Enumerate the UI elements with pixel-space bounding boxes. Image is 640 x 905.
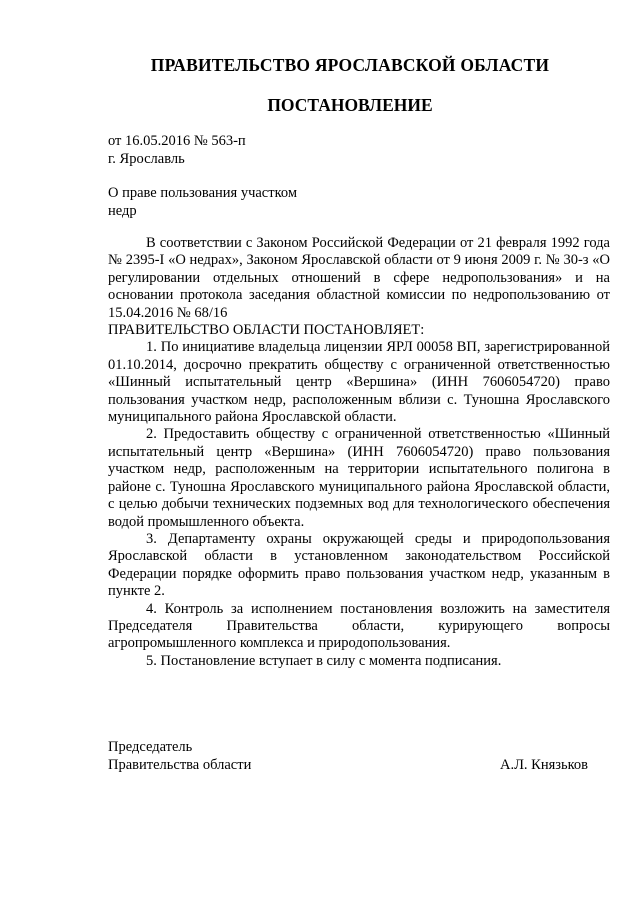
signature-title-1: Председатель [108, 739, 193, 755]
item-4: 4. Контроль за исполнением постановления возложить на заместителя Председателя Правительства области, курирующего вопросы агропромышленного комплекса и природопользования. [108, 600, 610, 652]
document-type: ПОСТАНОВЛЕНИЕ [267, 95, 433, 115]
subject-line-1: О праве пользования участком [108, 185, 298, 201]
signature-block [108, 738, 251, 774]
document-meta [108, 132, 246, 168]
signer-name: А.Л. Князьков [499, 757, 588, 773]
document-subject [108, 184, 297, 220]
subject-line-2: недр [108, 203, 137, 219]
city: г. Ярославль [108, 151, 185, 167]
document-body [108, 235, 610, 670]
item-2: 2. Предоставить обществу с ограниченной ответственностью «Шинный испытательный центр «Вершина» (ИНН 7606054720) право пользования участком недр, расположенным на территории испытательного полигона в районе с. Туношна Ярославского муниципального района Ярославской области, с целью добычи технических подземных вод для технологического обеспечения водой промышленного объекта. [108, 426, 610, 530]
signature-title-2: Правительства области [108, 757, 252, 773]
item-1: 1. По инициативе владельца лицензии ЯРЛ 00058 ВП, зарегистрированной 01.10.2014, досрочно прекратить обществу с ограниченной ответственностью «Шинный испытательный центр «Вершина» (ИНН 7606054720) право пользования участком недр, расположенным вблизи с. Туношна Ярославского муниципального района Ярославской области. [108, 339, 610, 426]
preamble: В соответствии с Законом Российской Федерации от 21 февраля 1992 года № 2395-I «О недрах», Законом Ярославской области от 9 июня 2009 г. № 30-з «О регулировании отдельных отношений в сфере недропользования» и на основании протокола заседания областной комиссии по недропользованию от 15.04.2016 № 68/16 [108, 235, 610, 321]
item-5: 5. Постановление вступает в силу с момента подписания. [146, 652, 502, 669]
item-3: 3. Департаменту охраны окружающей среды и природопользования Ярославской области в установленном законодательством Российской Федерации порядке оформить право пользования участком недр, указанным в пункте 2. [108, 530, 610, 600]
government-heading: ПРАВИТЕЛЬСТВО ЯРОСЛАВСКОЙ ОБЛАСТИ [150, 55, 550, 75]
date-number: от 16.05.2016 № 563-п [108, 133, 246, 149]
resolves-line: ПРАВИТЕЛЬСТВО ОБЛАСТИ ПОСТАНОВЛЯЕТ: [108, 322, 425, 339]
